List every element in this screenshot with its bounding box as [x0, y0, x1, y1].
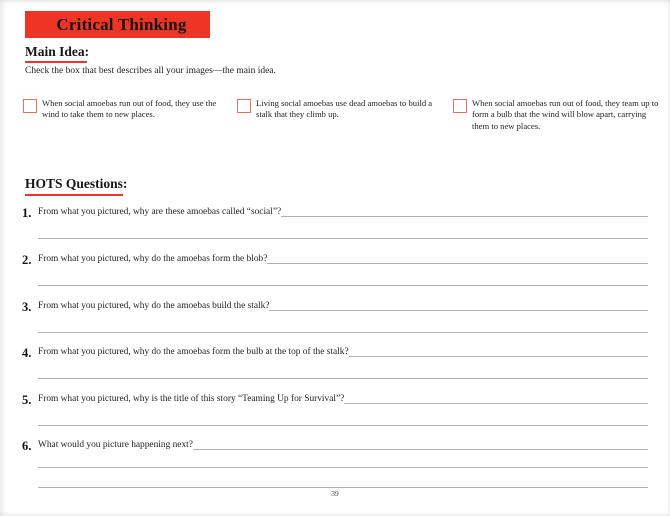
question-number: 3. [22, 300, 32, 314]
question-text: From what you pictured, why is the title of this story “Teaming Up for Survival”? [38, 394, 345, 404]
question-number: 1. [22, 206, 32, 220]
question-text: From what you pictured, why do the amoebas form the bulb at the top of the stalk? [38, 347, 349, 357]
question-number: 5. [22, 393, 32, 407]
answer-line[interactable] [38, 378, 648, 379]
page-number: 39 [331, 489, 339, 498]
question-number: 4. [22, 346, 32, 360]
question-row [22, 206, 648, 220]
answer-line[interactable] [349, 346, 648, 357]
question-line [22, 393, 648, 407]
hots-heading: HOTS Questions: [25, 176, 128, 191]
question-line [22, 346, 648, 360]
question-line [22, 253, 648, 267]
option-text: When social amoebas run out of food, they use the wind to take them to new places. [42, 98, 217, 120]
question-text: From what you pictured, why do the amoebas form the blob? [38, 254, 268, 264]
answer-line[interactable] [193, 439, 648, 450]
answer-line[interactable] [38, 238, 648, 239]
question-text: What would you picture happening next? [38, 440, 193, 450]
main-idea-heading: Main Idea: [25, 44, 90, 59]
answer-line[interactable] [269, 300, 648, 311]
question-row [22, 393, 648, 407]
answer-line[interactable] [281, 206, 648, 217]
answer-line[interactable] [38, 285, 648, 286]
answer-line[interactable] [38, 467, 648, 468]
question-row [22, 439, 648, 453]
answer-line[interactable] [38, 487, 648, 488]
question-row [22, 300, 648, 314]
question-text: From what you pictured, why are these amoebas called “social”? [38, 207, 282, 217]
answer-line[interactable] [38, 332, 648, 333]
main-idea-instruction: Check the box that best describes all your images—the main idea. [25, 66, 276, 76]
question-line [22, 439, 648, 453]
page-title: Critical Thinking [56, 14, 187, 34]
option-text: Living social amoebas use dead amoebas to build a stalk that they climb up. [256, 98, 433, 120]
question-row [22, 253, 648, 267]
answer-line[interactable] [267, 253, 648, 264]
question-line [22, 300, 648, 314]
answer-line[interactable] [38, 425, 648, 426]
answer-line[interactable] [344, 393, 648, 404]
question-line [22, 206, 648, 220]
option-text: When social amoebas run out of food, they team up to form a bulb that the wind will blow apart, carrying them to new places. [472, 98, 659, 131]
hots-questions-list [22, 0, 648, 516]
question-number: 2. [22, 253, 32, 267]
question-text: From what you pictured, why do the amoebas build the stalk? [38, 301, 270, 311]
question-number: 6. [22, 439, 32, 453]
question-row [22, 346, 648, 360]
